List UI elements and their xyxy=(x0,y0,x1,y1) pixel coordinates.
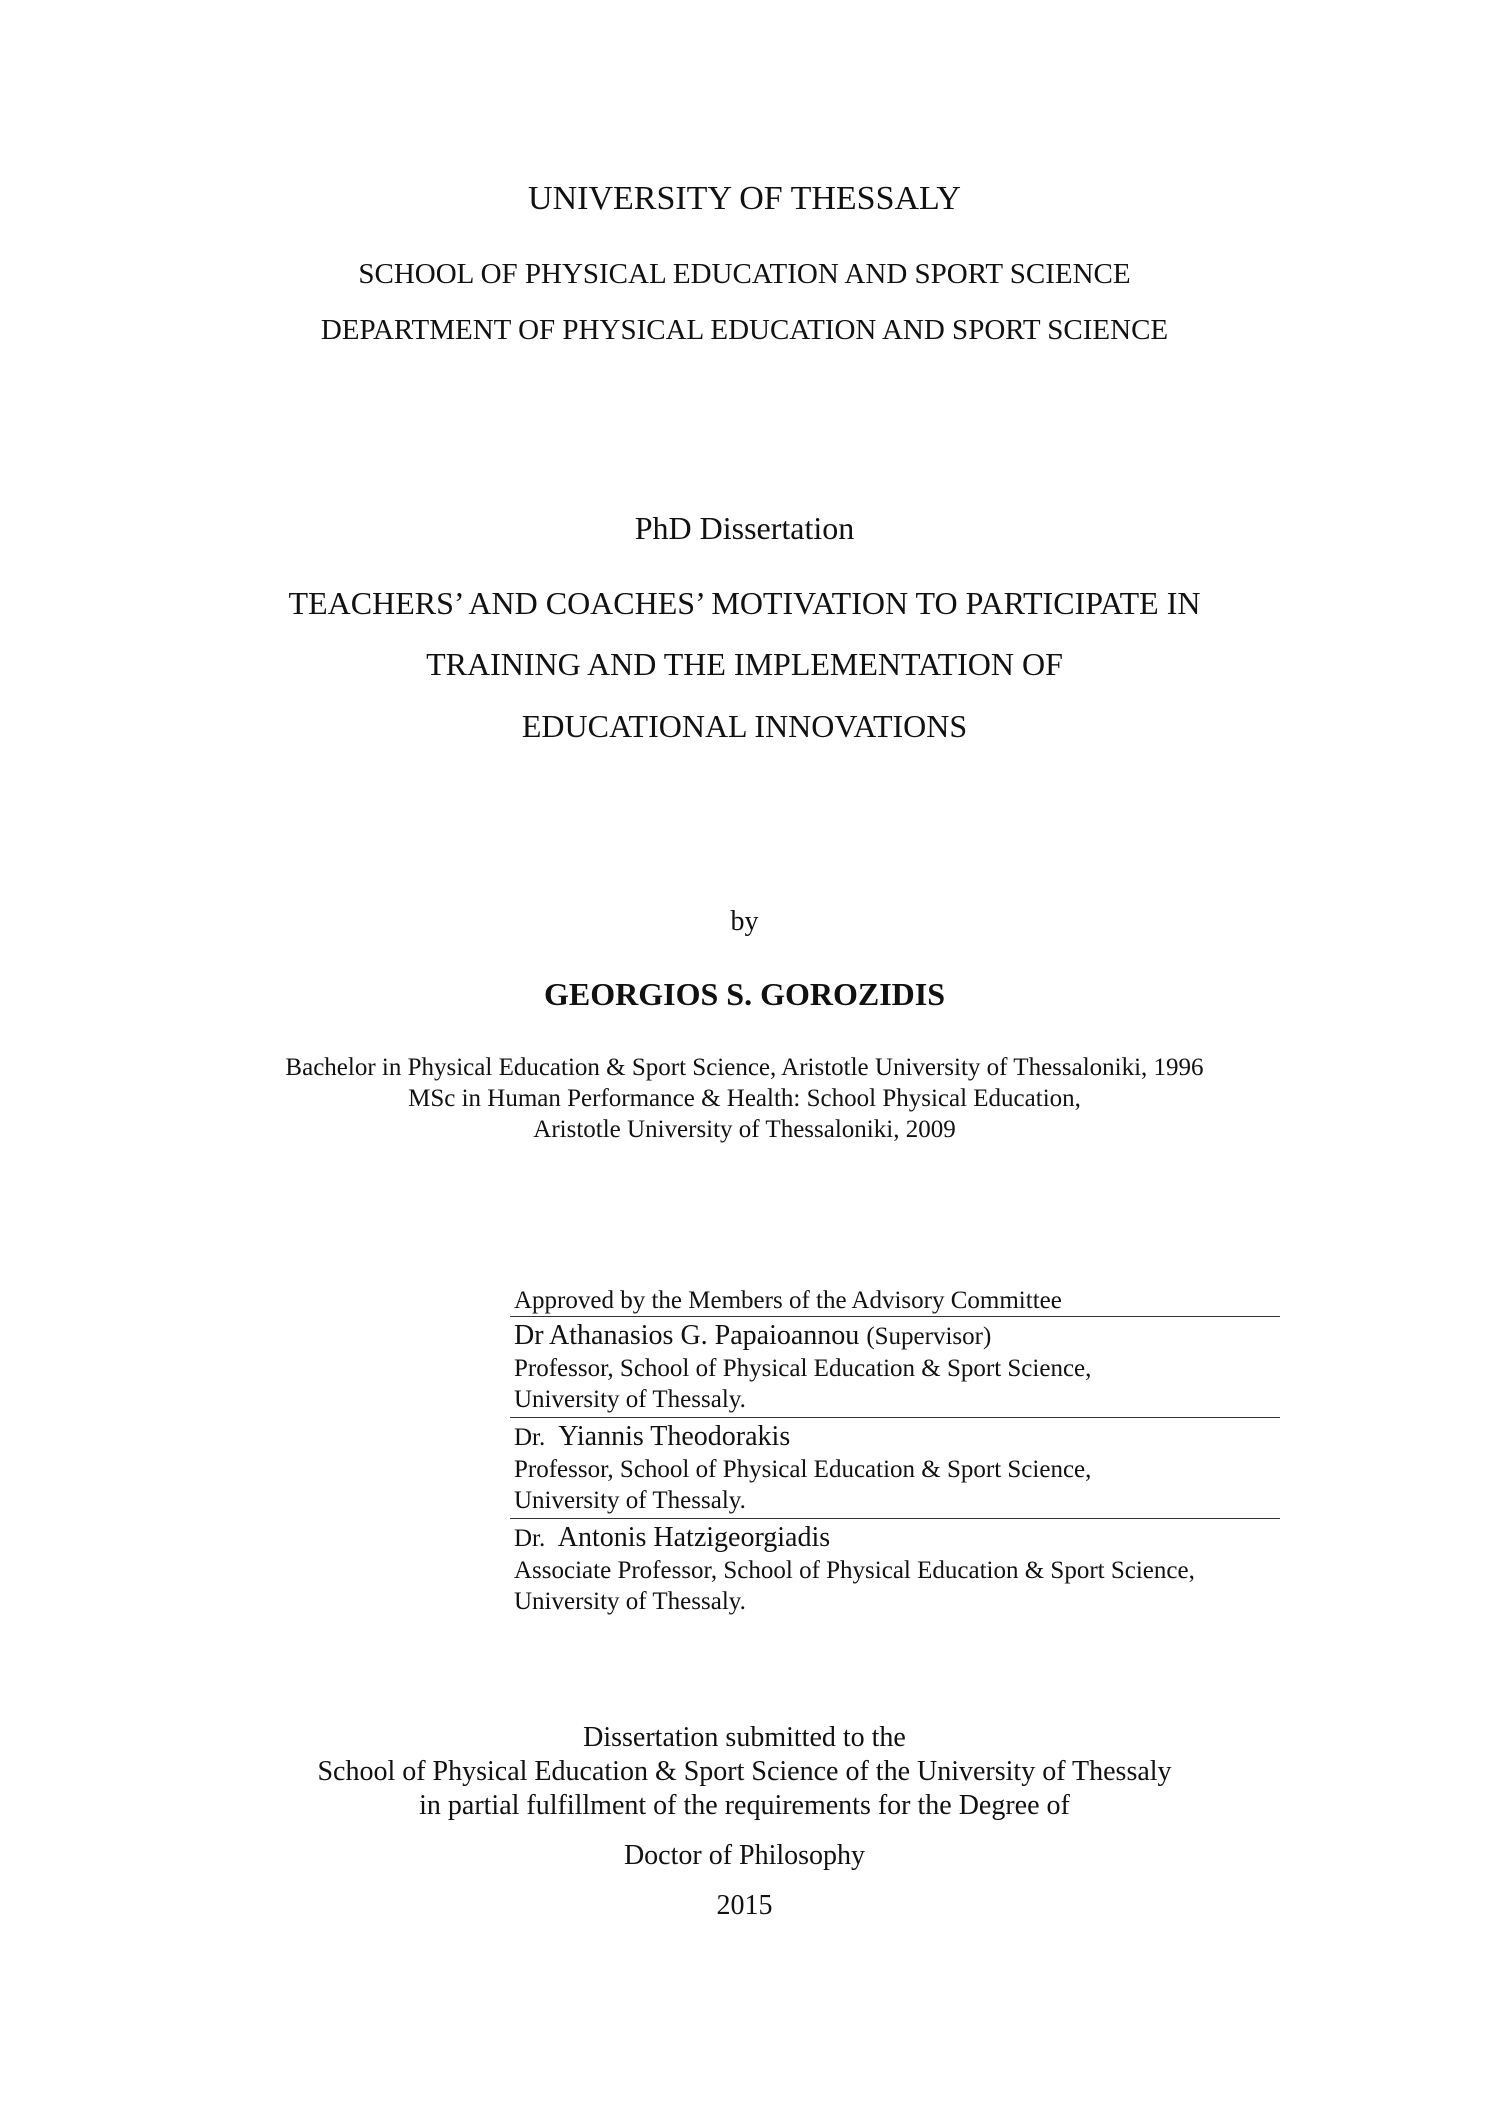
member-name: Antonis Hatzigeorgiadis xyxy=(557,1522,831,1553)
member-title: Associate Professor, School of Physical Education & Sport Science, xyxy=(514,1557,1195,1584)
submission-line: School of Physical Education & Sport Science of the University of Thessaly xyxy=(317,1756,1172,1787)
member-prefix: Dr. xyxy=(514,1424,546,1451)
by-label: by xyxy=(730,906,759,937)
dissertation-title-line-1: TEACHERS’ AND COACHES’ MOTIVATION TO PARTICIPATE IN xyxy=(288,585,1201,621)
submission-line: Dissertation submitted to the xyxy=(583,1722,906,1753)
university-name: UNIVERSITY OF THESSALY xyxy=(528,180,961,217)
member-institution: University of Thessaly. xyxy=(514,1588,746,1615)
school-name: SCHOOL OF PHYSICAL EDUCATION AND SPORT SCIENCE xyxy=(358,258,1131,290)
member-institution: University of Thessaly. xyxy=(514,1487,746,1514)
member-name: Athanasios G. Papaioannou xyxy=(549,1320,860,1351)
member-title: Professor, School of Physical Education & Sport Science, xyxy=(514,1456,1092,1483)
committee-member xyxy=(510,1519,1280,1619)
member-name: Yiannis Theodorakis xyxy=(558,1421,791,1452)
member-role: (Supervisor) xyxy=(866,1323,992,1350)
author-degree-line: Bachelor in Physical Education & Sport Science, Aristotle University of Thessaloniki, 1996 xyxy=(285,1054,1204,1081)
member-name-line xyxy=(514,1522,1280,1555)
degree-name: Doctor of Philosophy xyxy=(623,1840,866,1871)
author-degree-line: MSc in Human Performance & Health: School Physical Education, xyxy=(408,1085,1081,1112)
committee-caption: Approved by the Members of the Advisory Committee xyxy=(510,1286,1280,1317)
member-prefix: Dr xyxy=(514,1320,544,1351)
committee-member xyxy=(510,1418,1280,1519)
dissertation-title-line-2: TRAINING AND THE IMPLEMENTATION OF xyxy=(426,646,1063,682)
author-name: GEORGIOS S. GOROZIDIS xyxy=(544,976,945,1012)
department-name: DEPARTMENT OF PHYSICAL EDUCATION AND SPORT SCIENCE xyxy=(320,314,1169,346)
committee-member xyxy=(510,1317,1280,1418)
submission-year: 2015 xyxy=(716,1890,773,1921)
member-title: Professor, School of Physical Education & Sport Science, xyxy=(514,1355,1092,1382)
member-name-line xyxy=(514,1421,1280,1454)
member-institution: University of Thessaly. xyxy=(514,1386,746,1413)
dissertation-type: PhD Dissertation xyxy=(634,510,855,546)
dissertation-title-line-3: EDUCATIONAL INNOVATIONS xyxy=(521,708,968,744)
submission-line: in partial fulfillment of the requirements for the Degree of xyxy=(419,1790,1070,1821)
member-prefix: Dr. xyxy=(514,1525,546,1552)
advisory-committee xyxy=(510,1286,1280,1619)
author-degree-line: Aristotle University of Thessaloniki, 2009 xyxy=(533,1116,956,1143)
member-name-line xyxy=(514,1320,1280,1353)
